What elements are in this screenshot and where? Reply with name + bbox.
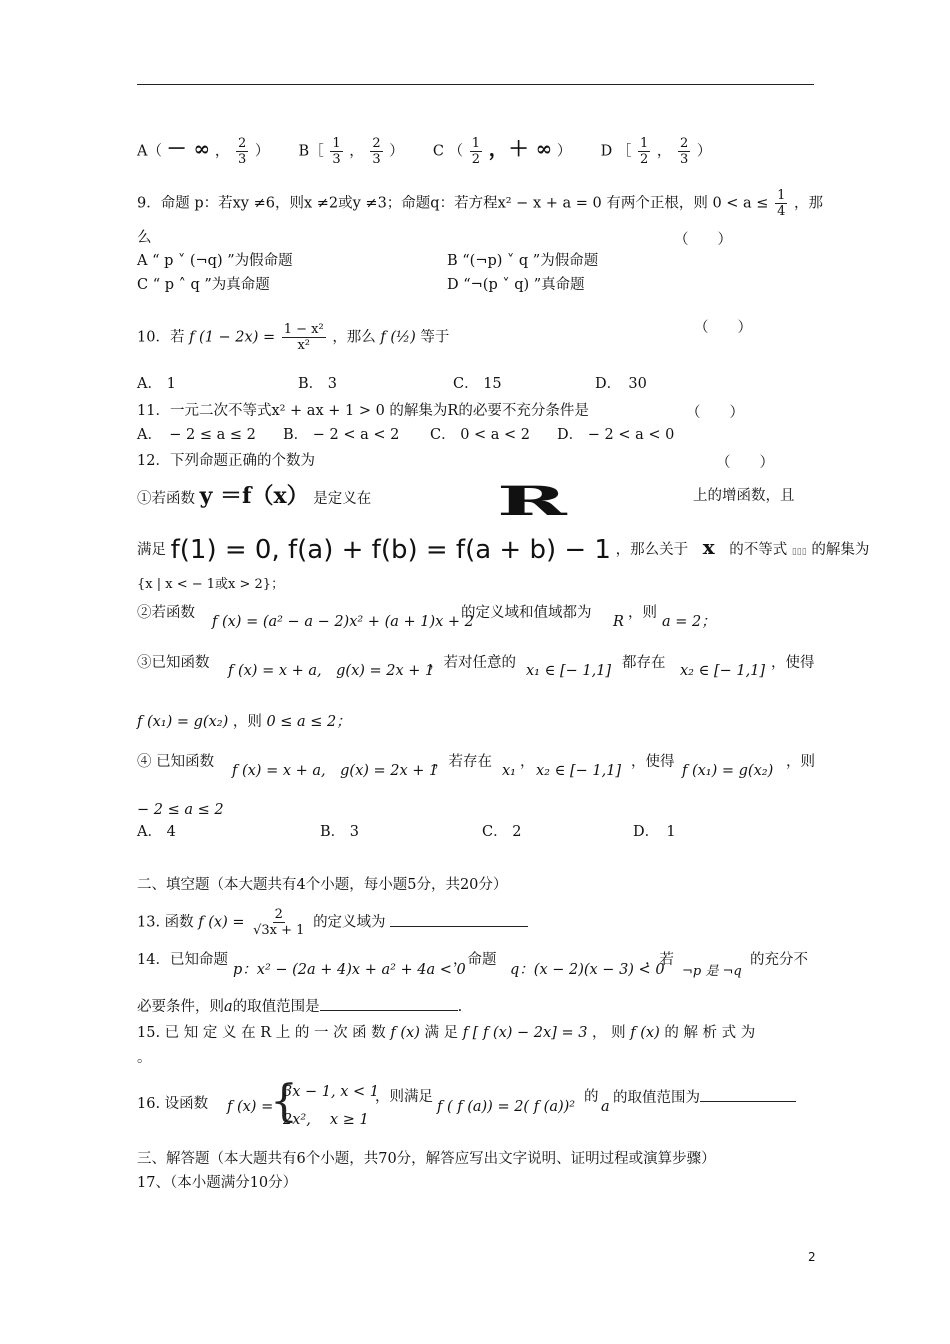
q13-answer-blank[interactable]: [390, 912, 528, 927]
q14-a: a: [224, 999, 233, 1015]
frac-num: 1: [332, 136, 341, 151]
q8-b-close: ）: [389, 143, 404, 160]
q10-option-b: B． 3: [298, 376, 337, 392]
q12-s1-answer: {x | x < − 1或x > 2}；: [137, 577, 285, 592]
q12-option-a: A． 4: [137, 824, 176, 840]
q15-satisfy: 满 足: [424, 1025, 459, 1041]
q16-answer-blank[interactable]: [700, 1087, 796, 1102]
section-2-heading: 二、填空题（本大题共有4个小题，每小题5分，共20分）: [137, 877, 508, 893]
q10-stem-mid: ，那么: [332, 329, 376, 346]
q12-s1-inequality-image: ▯▯▯: [791, 547, 807, 557]
q15-then: ， 则: [592, 1025, 626, 1041]
q14-condition-text: ¬p 是 ¬q: [682, 964, 742, 979]
frac-num: 2: [237, 136, 247, 151]
frac-den: 3: [332, 152, 341, 167]
q8-b-fraction-1: [330, 136, 342, 167]
q14-if: ，若: [645, 952, 674, 968]
frac-den: 4: [777, 204, 786, 219]
q15: [137, 1023, 755, 1043]
q11-answer-paren: （ ）: [686, 405, 744, 421]
q14-prop-q: ，命题: [453, 952, 497, 968]
q8-b-fraction-2: [370, 136, 382, 167]
frac-num: 1: [471, 136, 481, 151]
q15-equation: f [ f (x) − 2x] = 3: [462, 1025, 588, 1041]
q12-option-b: B． 3: [320, 824, 359, 840]
q10-function: f (1 − 2x) =: [189, 329, 276, 346]
q13-fraction: [251, 907, 306, 938]
frac-den: 3: [679, 152, 689, 167]
q10-option-d: D． 30: [595, 376, 647, 392]
q12-s3-such-that: ，使得: [771, 655, 815, 671]
q11-option-d: D． − 2 < a < 0: [557, 427, 675, 443]
q12-s4-equation: [682, 761, 773, 781]
q12-statement-3: ③已知函数: [137, 655, 210, 671]
q16-of: 的: [584, 1089, 599, 1105]
q12-s1-x: x: [702, 535, 715, 559]
q9-option-c: C “ p ˄ q ”为真命题: [137, 277, 270, 293]
q14-condition: [682, 962, 742, 982]
q12-s4-comma: ，: [520, 754, 535, 770]
q8-a-infinity: － ∞: [166, 136, 211, 161]
q12-s1-big-r: R: [497, 478, 580, 525]
q12-s4-exists: ，若存在: [434, 754, 492, 770]
q16-case-2: [283, 1110, 369, 1130]
q12-s2-answer-text: a = 2；: [662, 614, 716, 630]
q12-s3-then: ，则: [232, 714, 262, 730]
q8-d-comma: ，: [656, 143, 672, 160]
q16-case-1-text: 3x − 1, x < 1: [283, 1084, 379, 1100]
q8-a-fraction: [236, 136, 248, 167]
q9-stem: [137, 188, 823, 219]
q14-p-text: p：x² − (2a + 4)x + a² + 4a < 0: [233, 962, 466, 978]
page-number: 2: [808, 1250, 816, 1264]
q12-s1-function: y ＝f（x）: [199, 483, 309, 509]
q12-s4-answer: [137, 800, 224, 820]
q9-stem-end: ，那: [793, 195, 823, 212]
q9-option-d: D “¬(p ˅ q) ”真命题: [447, 277, 585, 293]
q9-answer-paren: （ ）: [674, 232, 732, 248]
q17-heading: 17、（本小题满分10分）: [137, 1175, 298, 1191]
frac-den: 2: [639, 152, 649, 167]
q10-answer-paren: （ ）: [694, 320, 752, 336]
q8-option-c: C （: [432, 143, 464, 160]
q16-case-2-text: 2x², x ≥ 1: [283, 1112, 369, 1128]
q15-analytic: 的 解 析 式 为: [664, 1025, 756, 1041]
q14-range: 的取值范围是: [232, 999, 320, 1015]
q16-label: 16. 设函数: [137, 1096, 209, 1112]
q12-s1-satisfy: 满足: [137, 542, 166, 558]
q9-stem-text: 9．命题 p：若xy ≠6，则x ≠2或y ≠3；命题q：若方程x² − x + a = 0 有两个正根，则 0 < a ≤: [137, 195, 769, 212]
header-rule: [137, 84, 814, 85]
q16-range: [613, 1087, 796, 1108]
q14-sufficient: 的充分不: [750, 952, 808, 968]
q12-s2-r-text: R: [613, 614, 624, 630]
q12-s3-equation: f (x₁) = g(x₂): [137, 714, 229, 730]
q9-option-a: A “ p ˅ (¬q) ”为假命题: [137, 253, 293, 269]
q16-equation: [437, 1097, 575, 1117]
q12-s1-inequality: 的不等式: [729, 542, 788, 558]
frac-den: 3: [372, 152, 381, 167]
q8-a-close: ）: [254, 143, 270, 160]
frac-den: 2: [471, 152, 481, 167]
q12-s4-expression: f (x) = x + a, g(x) = 2x + 1: [232, 763, 439, 779]
q8-options: [137, 136, 711, 167]
frac-den: 3: [237, 152, 247, 167]
q12-option-d: D． 1: [633, 824, 676, 840]
q10-label: 10．若: [137, 329, 185, 346]
q8-c-infinity: ，＋ ∞: [488, 136, 553, 161]
q14-q-text: q：(x − 2)(x − 3) < 0: [510, 962, 665, 978]
q12-s2-r: [613, 612, 624, 632]
q12-s3-expression: f (x) = x + a, g(x) = 2x + 1: [228, 663, 435, 679]
q9-option-b: B “(¬p) ˅ q ”为假命题: [447, 253, 599, 269]
q12-statement-2: ②若函数: [137, 605, 195, 621]
q14-necessary: 必要条件，则: [137, 999, 224, 1015]
q12-s2-text: 的定义域和值域都为: [461, 605, 592, 621]
q12-s2-then: ，则: [628, 605, 657, 621]
q16-function: [227, 1097, 273, 1117]
q12-option-c: C． 2: [482, 824, 522, 840]
q12-s4-equation-text: f (x₁) = g(x₂): [682, 763, 774, 779]
q12-s4-such-that: ，使得: [631, 754, 675, 770]
q11-stem: 11．一元二次不等式x² + ax + 1 > 0 的解集为R的必要不充分条件是: [137, 403, 589, 419]
q13: [137, 907, 528, 938]
q16-equation-text: f ( f (a)) = 2( f (a))²: [437, 1099, 576, 1115]
q11-option-a: A． − 2 ≤ a ≤ 2: [137, 427, 256, 443]
q12-s1-continued: 上的增函数，且: [693, 488, 795, 504]
q8-b-comma: ，: [349, 143, 364, 160]
q13-function: f (x) =: [198, 914, 245, 931]
q8-a-comma: ，: [214, 143, 230, 160]
q12-answer-paren: （ ）: [716, 455, 774, 471]
q12-s1-label: ①若函数: [137, 491, 195, 507]
q12-s3-x1-text: x₁ ∈ [− 1,1]: [526, 663, 612, 679]
q11-option-b: B． − 2 < a < 2: [283, 427, 400, 443]
q8-option-b: B［: [298, 143, 324, 160]
q12-s1-solution-set: 的解集为: [811, 542, 870, 558]
section-3-heading: 三、解答题（本大题共有6个小题，共70分，解答应写出文字说明、证明过程或演算步骤）: [137, 1151, 716, 1167]
q15-label: 15. 已 知 定 义 在 R 上 的 一 次 函 数: [137, 1025, 386, 1041]
q13-label: 13. 函数: [137, 914, 194, 931]
q10-option-c: C． 15: [453, 376, 502, 392]
q12-s1-about: ，那么关于: [615, 542, 689, 558]
q10-stem: [137, 322, 449, 353]
frac-num: 2: [679, 136, 689, 151]
q12-s2-answer: [662, 612, 716, 632]
frac-num: 1: [777, 188, 786, 203]
q11-option-c: C． 0 < a < 2: [430, 427, 531, 443]
q8-d-fraction-2: [678, 136, 690, 167]
q12-s4-x1: [502, 761, 516, 781]
q15-fx-2: f (x): [630, 1025, 660, 1041]
q12-s4-functions: [232, 761, 438, 781]
q10-stem-end: 等于: [420, 329, 450, 346]
q10-fraction: [282, 322, 326, 353]
q12-s4-x1-text: x₁: [502, 763, 516, 779]
q9-fraction: [775, 188, 787, 219]
q8-d-fraction-1: [638, 136, 650, 167]
q10-f-half: f (½): [380, 329, 416, 346]
q15-end: 。: [137, 1050, 152, 1066]
q14-q: [510, 960, 665, 980]
q12-s3-functions: [228, 661, 434, 681]
q12-s3-answer: 0 ≤ a ≤ 2；: [266, 714, 351, 730]
q14-label: 14．已知命题: [137, 952, 228, 968]
q10-option-a: A． 1: [137, 376, 176, 392]
q9-stem-continued: 么: [137, 230, 152, 246]
q12-s3-line-2: [137, 712, 351, 732]
q12-statement-1-line-2: [137, 535, 870, 565]
q16-satisfy: ，则满足: [375, 1089, 433, 1105]
q12-s4-answer-text: − 2 ≤ a ≤ 2: [137, 802, 224, 818]
q12-statement-4: ④ 已知函数: [137, 754, 215, 770]
q8-d-close: ）: [696, 143, 712, 160]
q12-s4-x2-text: x₂ ∈ [− 1,1]: [536, 763, 622, 779]
q12-s3-exists: 都存在: [622, 655, 666, 671]
q16-brace: {: [270, 1076, 298, 1127]
q8-c-fraction: [470, 136, 482, 167]
q12-stem: 12．下列命题正确的个数为: [137, 453, 315, 469]
q12-s1-text: 是定义在: [313, 491, 372, 507]
q8-c-close: ）: [556, 143, 572, 160]
q13-text: 的定义域为: [313, 914, 386, 931]
q12-s1-equation: f(1) = 0, f(a) + f(b) = f(a + b) − 1: [170, 535, 611, 565]
q16-a: [601, 1097, 610, 1117]
q8-option-d: D ［: [600, 143, 632, 160]
frac-num: 1 − x²: [283, 322, 324, 337]
q8-option-a: A（: [137, 143, 162, 160]
frac-den: x²: [297, 338, 310, 353]
q12-statement-1: [137, 483, 372, 509]
q14-line-2: [137, 996, 462, 1017]
q14-period: .: [457, 999, 463, 1015]
q16-a-text: a: [601, 1099, 610, 1115]
q15-fx: f (x): [390, 1025, 420, 1041]
frac-num: 2: [274, 907, 283, 922]
q16-case-1: [283, 1082, 379, 1102]
frac-num: 2: [372, 136, 381, 151]
q12-s2-expression: f (x) = (a² − a − 2)x² + (a + 1)x + 2: [212, 614, 474, 630]
q12-s2-function: [212, 612, 474, 632]
q12-s4-then: ，则: [786, 754, 815, 770]
q12-s4-x2: [536, 761, 621, 781]
q12-s3-x1: [526, 661, 611, 681]
q12-s3-forall: ，若对任意的: [429, 655, 516, 671]
frac-den: √3x + 1: [253, 923, 305, 938]
q14-p: [233, 960, 466, 980]
q12-s3-x2: [680, 661, 765, 681]
q12-s3-x2-text: x₂ ∈ [− 1,1]: [680, 663, 766, 679]
frac-num: 1: [639, 136, 649, 151]
q16-range-text: 的取值范围为: [613, 1090, 700, 1106]
q16-fx: f (x) =: [227, 1099, 274, 1115]
q14-answer-blank[interactable]: [320, 996, 458, 1011]
